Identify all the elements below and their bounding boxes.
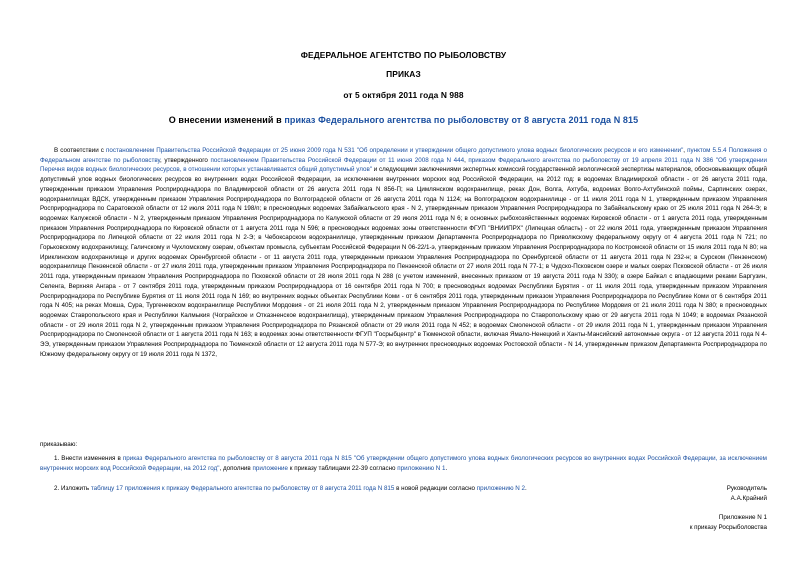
appendix-ref: к приказу Росрыболовства [689, 523, 767, 531]
signer-role: Руководитель [726, 485, 767, 492]
preamble-link-2[interactable]: пунктом 5.5.4 Положения о Федеральном агентстве по рыболовству [40, 147, 767, 164]
item2-link-table[interactable]: таблицу 17 приложения к приказу Федерального агентства по рыболовству от 8 августа 2011 года N 815 [90, 485, 395, 492]
prikazyvayu-label: приказываю: [40, 441, 78, 448]
preamble-paragraph [40, 146, 767, 359]
item2-link-appendix-2[interactable]: приложению N 2 [476, 485, 525, 492]
signature-block [727, 484, 767, 503]
item2-text-c: . [525, 485, 527, 492]
appendix-block [690, 513, 767, 532]
preamble-text-4: , [464, 156, 469, 164]
preamble-link-3[interactable]: постановлением Правительства Российской Федерации от 11 июня 2008 года N 444 [210, 156, 465, 164]
doc-date-number: от 5 октября 2011 года N 988 [343, 90, 464, 100]
item1-text-b: , дополнив [219, 464, 253, 472]
preamble-text-5: и следующими заключениями экспертных комиссий государственной экологической экспертизы материалов, обосновывающих общий допустимый улов водных биологических ресурсов во внутренних водах Российской Федерации, за исключением внутренних морских вод Российской Федерации, на 2012 год: в водоемах Владимирской области - от 26 августа 2011 года, утвержденным приказом Управления Росприроднадзора по Владимирской области от 26 августа 2011 года N 856-П; на Цимлянском водохранилище, реках Дон, Волга, Ахтуба, водоемах Волго-Ахтубинской поймы, Сарпинских озерах, водохранилищах ВДСК, утвержденным приказом Управления Росприроднадзора по Волгоградской области от 26 августа 2011 года N 1124; на Волгоградском водохранилище - от 11 июля 2011 года N 1, утвержденным приказом Управления Росприроднадзора по Саратовской области от 12 июля 2011 года N 198/п; в пресноводных водоемах Забайкальского края - N 2, утвержденным приказом Управления Росприроднадзора по Забайкальскому краю от 25 июля 2011 года N 264-Э; в водоемах Калужской области - N 2, утвержденным приказом Управления Росприроднадзора по Калужской области от 29 июля 2011 года N 6; в основных рыбохозяйственных водоемах Кировской области - от 1 августа 2011 года, утвержденным приказом Управления Росприроднадзора по Кировской области от 1 августа 2011 года N 596; в пресноводных водоемах зоны ответственности ФГУП "ВНИИПРХ" (Липецкая область) - от 22 июля 2011 года, утвержденным приказом Управления Росприроднадзора по Липецкой области от 22 июля 2011 года N 2-Э; в Чебоксарском водохранилище, утвержденным приказом Департамента Росприроднадзора по Приволжскому федеральному округу от 4 августа 2011 года N 721; по Горьковскому водохранилищу, Галичскому и Чухломскому озерам, объектам промысла, субъектам Российской Федерации N 06-22/1-э, утвержденным приказом Управления Росприроднадзора по Костромской области от 15 июля 2011 года N 80; на Ириклинском водохранилище и других водоемах Оренбургской области - от 11 августа 2011 года, утвержденным приказом Управления Росприроднадзора по Оренбургской области от 11 августа 2011 года N 232-н; в Сурском (Пензенском) водохранилище Пензенской области - от 27 июля 2011 года, утвержденным приказом Управления Росприроднадзора по Пензенской области от 27 июля 2011 года N 77-1; в Чудско-Псковском озере и малых озерах Псковской области - от 26 июля 2011 года, утвержденным приказом Управления Росприроднадзора по Псковской области от 28 июля 2011 года N 288 (с учетом изменений, внесенных приказом от 19 августа 2011 года N 330); в озере Байкал с впадающими реками Баргузин, Селенга, Верхняя Ангара - от 7 сентября 2011 года, утвержденным приказом Росприроднадзора от 16 сентября 2011 года N 700; в пресноводных водоемах Республики Бурятия - от 11 июля 2011 года, утвержденным приказом Управления Росприроднадзора по Республике Бурятия от 11 июля 2011 года N 169; во внутренних водных объектах Республики Коми - от 6 сентября 2011 года, утвержденным приказом Управления Росприроднадзора по Республике Коми от 6 сентября 2011 года N 405; на реках Мокша, Сура, Тургеневском водохранилище Республики Мордовия - от 21 июля 2011 года N 2, утвержденным приказом Управления Росприроднадзора по Республике Мордовия от 21 июля 2011 года N 380; в пресноводных водоемах Ставропольского края и Республики Калмыкия (Чограйское и Отказненское водохранилища), утвержденным приказом Управления Росприроднадзора по Ставропольскому краю от 29 августа 2011 года N 1049; в водоемах Рязанской области - от 29 июля 2011 года N 2, утвержденным приказом Управления Росприроднадзора по Рязанской области от 29 июля 2011 года N 452; в водоемах Смоленской области - от 29 июля 2011 года N 1, утвержденным приказом Управления Росприроднадзора по Смоленской области от 1 августа 2011 года N 163; в водоемах зоны ответственности ФГУП "Госрыбцентр" в Тюменской области, включая Ямало-Ненецкий и Ханты-Мансийский автономные округа - от 12 августа 2011 года N 4-ЭЭ, утвержденным приказом Управления Росприроднадзора по Тюменской области от 12 августа 2011 года N 577-Э; во внутренних пресноводных водоемах Ростовской области - N 14, утвержденным приказом Департамента Росприроднадзора по Южному федеральному округу от 19 июля 2011 года N 1372, [40, 166, 767, 358]
item1-text-c: к приказу таблицами 22-39 согласно [288, 464, 398, 472]
preamble-link-1[interactable]: постановлением Правительства Российской Федерации от 25 июня 2009 года N 531 "Об определении и утверждении общего допустимого улова водных биологических ресурсов и его изменении" [106, 147, 684, 154]
agency-name: ФЕДЕРАЛЬНОЕ АГЕНТСТВО ПО РЫБОЛОВСТВУ [300, 50, 507, 60]
item2-text-b: в новой редакции согласно [394, 485, 477, 492]
preamble-text-2: , [683, 147, 688, 154]
item1-link-order[interactable]: приказ Федерального агентства по рыболовству от 8 августа 2011 года N 815 "Об утверждении общего допустимого улова водных биологических ресурсов во внутренних водах Российской Федерации, за исключением внутренних морских вод Российской Федерации, на 2012 год" [40, 455, 767, 472]
item1-text-a: 1. Внести изменения в [54, 455, 123, 462]
signer-name: А.А.Крайний [730, 494, 767, 502]
doc-title [0, 115, 807, 125]
item2-text-a: 2. Изложить [54, 485, 91, 492]
item1-text-d: . [445, 464, 448, 472]
order-item-1 [40, 454, 767, 473]
item1-link-appendix-1[interactable]: приложению N 1 [397, 464, 446, 472]
preamble-text-3: , утвержденного [160, 156, 211, 164]
item1-link-appendix[interactable]: приложение [252, 464, 289, 472]
order-item-2 [40, 484, 767, 494]
doc-type: ПРИКАЗ [386, 69, 421, 79]
appendix-label: Приложение N 1 [718, 514, 767, 521]
doc-title-link[interactable]: приказ Федерального агентства по рыболовству от 8 августа 2011 года N 815 [284, 115, 639, 125]
preamble-link-4[interactable]: приказом Федерального агентства по рыболовству от 19 апреля 2011 года N 386 "Об утверждении Перечня видов водных биологических ресурсов, в отношении которых устанавливается общий допустимый улов" [40, 156, 767, 174]
preamble-text-1: В соответствии с [54, 147, 106, 154]
doc-title-prefix: О внесении изменений в [168, 115, 285, 125]
